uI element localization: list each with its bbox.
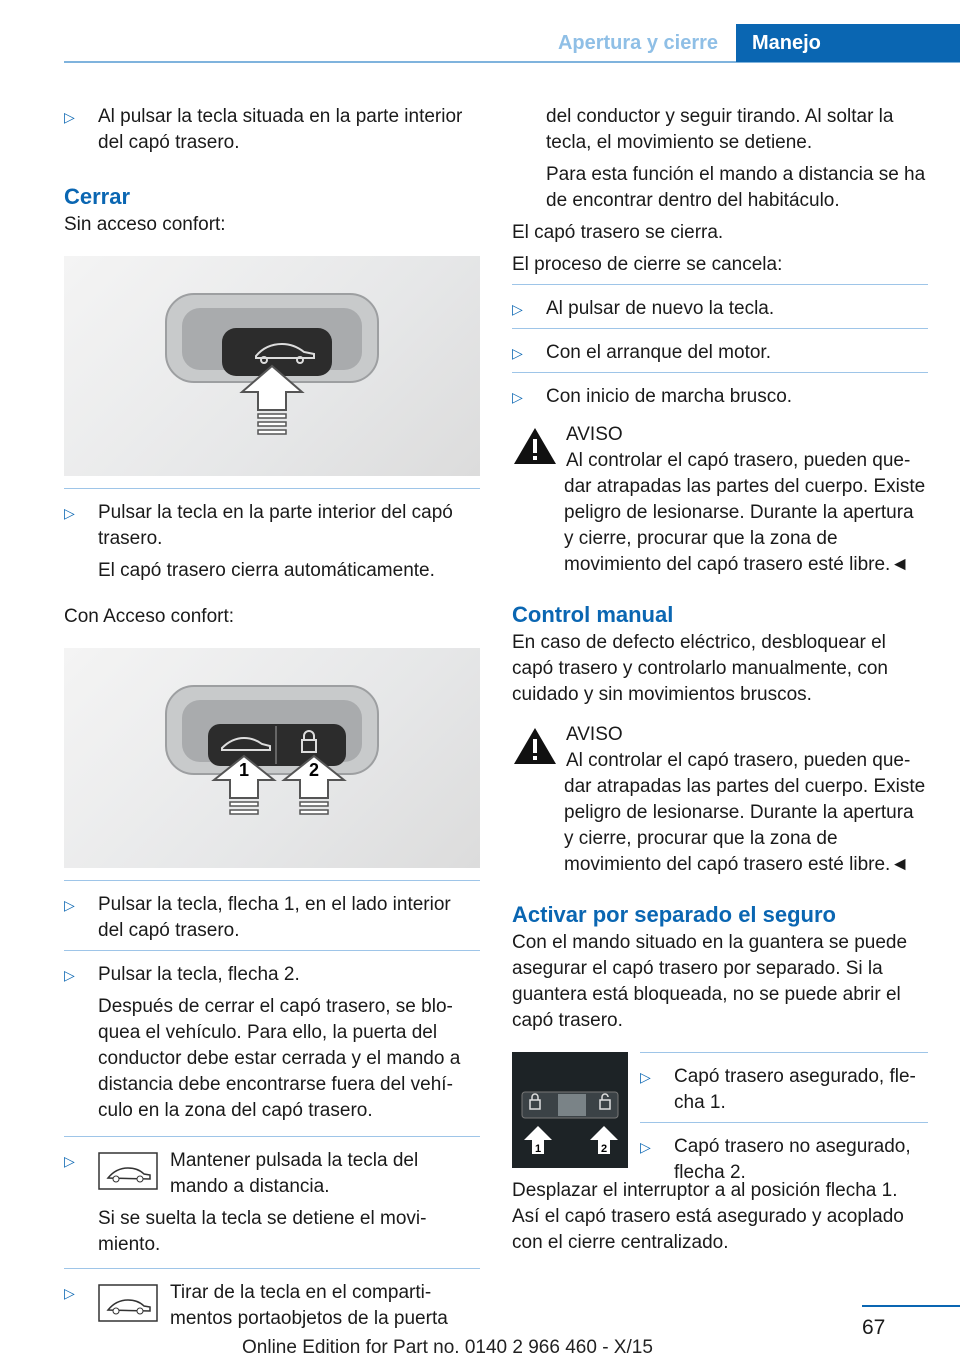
header-chapter-tab[interactable]: Manejo (736, 24, 960, 62)
paragraph: del conductor y seguir tirando. Al soltar la tecla, el movimiento se detiene. (546, 106, 894, 153)
separator (64, 1268, 480, 1269)
list-item-subtext: Si se suelta la tecla se detiene el movimiento. (98, 1208, 427, 1255)
list-item-text: Pulsar la tecla en la parte interior del capó trasero. (98, 502, 453, 549)
section-heading-activar-seguro: Activar por separado el seguro (512, 902, 836, 927)
list-item (640, 1064, 928, 1116)
triangle-bullet-icon: ▷ (512, 345, 523, 361)
list-item (64, 104, 480, 156)
list-item (64, 500, 480, 584)
switch-arrow-2-label: 2 (600, 1143, 608, 1155)
list-item-text: Con el arranque del motor. (546, 342, 771, 363)
triangle-bullet-icon: ▷ (512, 301, 523, 317)
list-item-text: Capó trasero no asegurado, flecha 2. (674, 1136, 911, 1183)
footer-edition: Online Edition for Part no. 0140 2 966 460 - X/15 (242, 1337, 653, 1358)
triangle-bullet-icon: ▷ (64, 1153, 75, 1169)
list-item (64, 962, 480, 1124)
separator (640, 1052, 928, 1053)
triangle-bullet-icon: ▷ (640, 1139, 651, 1155)
list-item-text: Pulsar la tecla, flecha 1, en el lado interior del capó trasero. (98, 894, 451, 941)
switch-arrow-1-label: 1 (534, 1143, 542, 1155)
separator (640, 1122, 928, 1123)
warning-icon (512, 426, 558, 466)
list-item (512, 296, 928, 322)
list-item (512, 384, 928, 410)
warning-title: AVISO (566, 424, 623, 445)
warning-text: Al controlar el capó trasero, pueden quedar atrapadas las partes del cuerpo. Existe peligro de lesionarse. Durante la apertura y cierre, procurar que la zona de movimiento del capó trasero esté libre.◄ (564, 450, 926, 575)
list-item-text: Al pulsar la tecla situada en la parte interior del capó trasero. (98, 106, 463, 153)
arrow-1-label: 1 (238, 760, 250, 780)
warning-text: Al controlar el capó trasero, pueden quedar atrapadas las partes del cuerpo. Existe peligro de lesionarse. Durante la apertura y cierre, procurar que la zona de movimiento del capó trasero esté libre.◄ (564, 750, 926, 875)
warning-title: AVISO (566, 724, 623, 745)
footer-rule (862, 1305, 960, 1307)
separator (512, 372, 928, 373)
list-item-subtext: Después de cerrar el capó trasero, se bloquea el vehículo. Para ello, la puerta del conductor debe estar cerrada y el mando a distancia debe encontrarse fuera del vehículo en la zona del capó trasero. (98, 996, 461, 1121)
warning-icon (512, 726, 558, 766)
separator (64, 1136, 480, 1137)
list-item-subtext: El capó trasero cierra automáticamente. (98, 560, 435, 581)
list-item-text: Capó trasero asegurado, flecha 1. (674, 1066, 916, 1113)
tailgate-two-buttons-photo (64, 648, 480, 868)
list-item (640, 1134, 928, 1186)
triangle-bullet-icon: ▷ (64, 967, 75, 983)
separator (64, 880, 480, 881)
header-section-tab[interactable]: Apertura y cierre (557, 32, 719, 54)
paragraph: En caso de defecto eléctrico, desbloquear el capó trasero y controlarlo manualmente, con cuidado y sin movimientos bruscos. (512, 632, 888, 705)
triangle-bullet-icon: ▷ (512, 389, 523, 405)
section-heading-control-manual: Control manual (512, 602, 674, 627)
triangle-bullet-icon: ▷ (64, 505, 75, 521)
triangle-bullet-icon: ▷ (64, 1285, 75, 1301)
paragraph: Con Acceso confort: (64, 606, 235, 627)
list-item-text: Mantener pulsada la tecla del mando a distancia. (170, 1150, 419, 1197)
lock-switch-photo (512, 1052, 628, 1168)
triangle-bullet-icon: ▷ (64, 897, 75, 913)
list-item (64, 1148, 480, 1258)
arrow-2-label: 2 (308, 760, 320, 780)
list-item (64, 892, 480, 944)
list-item-text: Con inicio de marcha brusco. (546, 386, 793, 407)
separator (64, 488, 480, 489)
paragraph: Para esta función el mando a distancia se ha de encontrar dentro del habitáculo. (546, 164, 926, 211)
section-heading-cerrar: Cerrar (64, 184, 131, 209)
list-item (64, 1280, 480, 1332)
list-item-text: Al pulsar de nuevo la tecla. (546, 298, 775, 319)
list-item-text: Pulsar la tecla, flecha 2. (98, 964, 300, 985)
triangle-bullet-icon: ▷ (64, 109, 75, 125)
separator (512, 328, 928, 329)
list-item (512, 340, 928, 366)
paragraph: Con el mando situado en la guantera se puede asegurar el capó trasero por separado. Si la guantera está bloqueada, no se puede abrir el capó trasero. (512, 932, 908, 1031)
left-column (64, 104, 480, 1338)
right-column (512, 104, 928, 1262)
separator (512, 284, 928, 285)
car-hatch-button-icon (98, 1152, 158, 1190)
separator (64, 950, 480, 951)
lock-switch-block (512, 1052, 928, 1183)
paragraph: El proceso de cierre se cancela: (512, 254, 783, 275)
paragraph: El capó trasero se cierra. (512, 222, 724, 243)
tailgate-button-photo (64, 256, 480, 476)
triangle-bullet-icon: ▷ (640, 1069, 651, 1085)
page-number: 67 (862, 1316, 886, 1339)
warning-block (512, 722, 928, 878)
list-item-text: Tirar de la tecla en el compartimentos portaobjetos de la puerta (170, 1282, 448, 1329)
paragraph: Desplazar el interruptor a al posición flecha 1. Así el capó trasero está asegurado y acoplado con el cierre centralizado. (512, 1180, 904, 1253)
paragraph: Sin acceso confort: (64, 214, 226, 235)
car-hatch-button-icon (98, 1284, 158, 1322)
warning-block (512, 422, 928, 578)
